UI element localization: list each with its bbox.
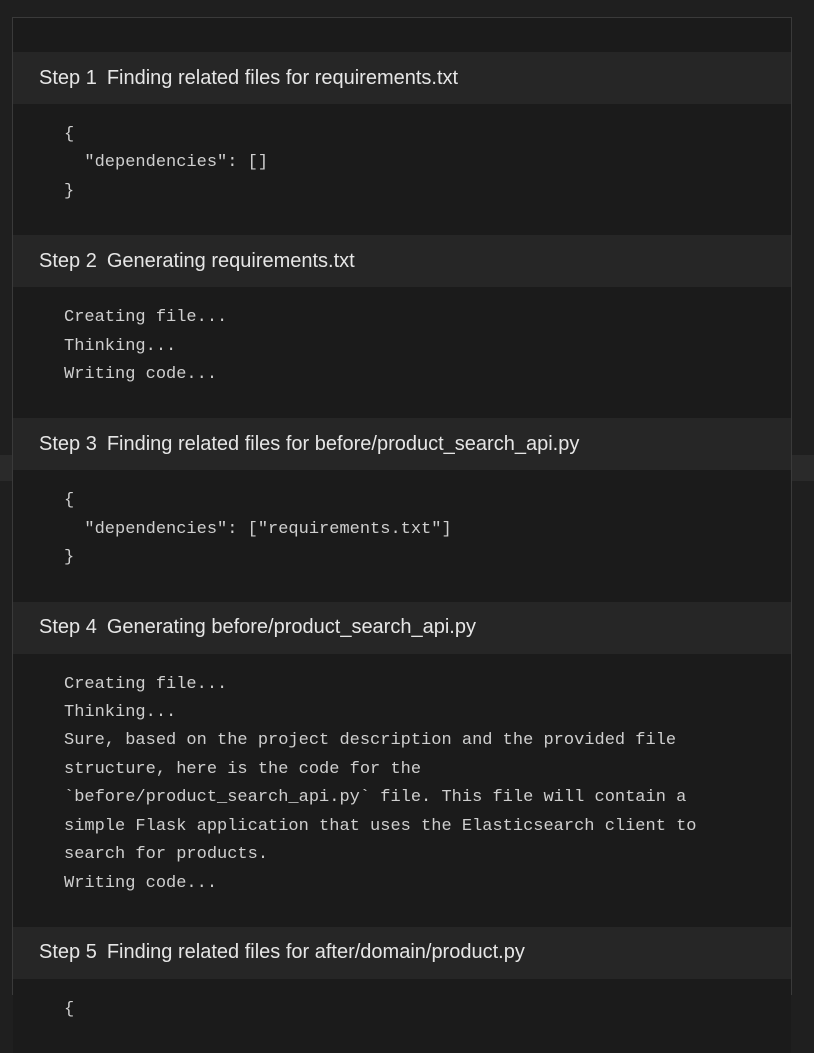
step-3 xyxy=(13,418,791,601)
code-line: } xyxy=(64,548,75,568)
step-3-label: Step 3 xyxy=(39,432,97,455)
code-line: { xyxy=(64,491,75,511)
code-line: { xyxy=(64,125,75,144)
step-4-label: Step 4 xyxy=(39,616,97,639)
step-3-header[interactable] xyxy=(13,418,791,470)
code-line: structure, here is the code for the xyxy=(64,759,422,779)
code-line: { xyxy=(64,999,75,1019)
step-2 xyxy=(13,235,791,418)
step-5 xyxy=(13,927,791,1053)
code-line: `before/product_search_api.py` file. This file will contain a xyxy=(64,788,687,808)
step-5-title: Finding related files for after/domain/product.py xyxy=(106,941,525,964)
step-1-title: Finding related files for requirements.txt xyxy=(106,66,459,89)
step-5-output xyxy=(13,979,791,1053)
step-4-title: Generating before/product_search_api.py xyxy=(106,616,476,639)
code-line: Sure, based on the project description and the provided file xyxy=(64,731,677,751)
code-line: Writing code... xyxy=(64,365,218,385)
code-line: Creating file... xyxy=(64,308,228,328)
code-line: Creating file... xyxy=(64,674,228,694)
code-line: search for products. xyxy=(64,845,269,865)
code-line: "dependencies": [] xyxy=(64,153,269,173)
step-3-title: Finding related files for before/product_search_api.py xyxy=(106,432,580,455)
step-4 xyxy=(13,602,791,927)
step-1-output xyxy=(13,104,791,235)
step-2-label: Step 2 xyxy=(39,249,97,272)
step-1-label: Step 1 xyxy=(39,66,97,89)
step-3-output xyxy=(13,470,791,601)
step-5-header[interactable] xyxy=(13,927,791,979)
step-4-header[interactable] xyxy=(13,602,791,654)
code-line: } xyxy=(64,181,75,201)
step-2-output xyxy=(13,287,791,418)
code-line: "dependencies": ["requirements.txt"] xyxy=(64,519,452,539)
code-line: Thinking... xyxy=(64,336,177,356)
steps-list xyxy=(13,52,791,1019)
step-2-header[interactable] xyxy=(13,235,791,287)
step-1 xyxy=(13,52,791,235)
step-5-label: Step 5 xyxy=(39,941,97,964)
step-4-output xyxy=(13,654,791,927)
code-line: simple Flask application that uses the Elasticsearch client to xyxy=(64,816,697,836)
code-line: Writing code... xyxy=(64,873,218,893)
step-2-title: Generating requirements.txt xyxy=(106,249,355,272)
code-line: Thinking... xyxy=(64,703,177,723)
step-1-header[interactable] xyxy=(13,52,791,104)
